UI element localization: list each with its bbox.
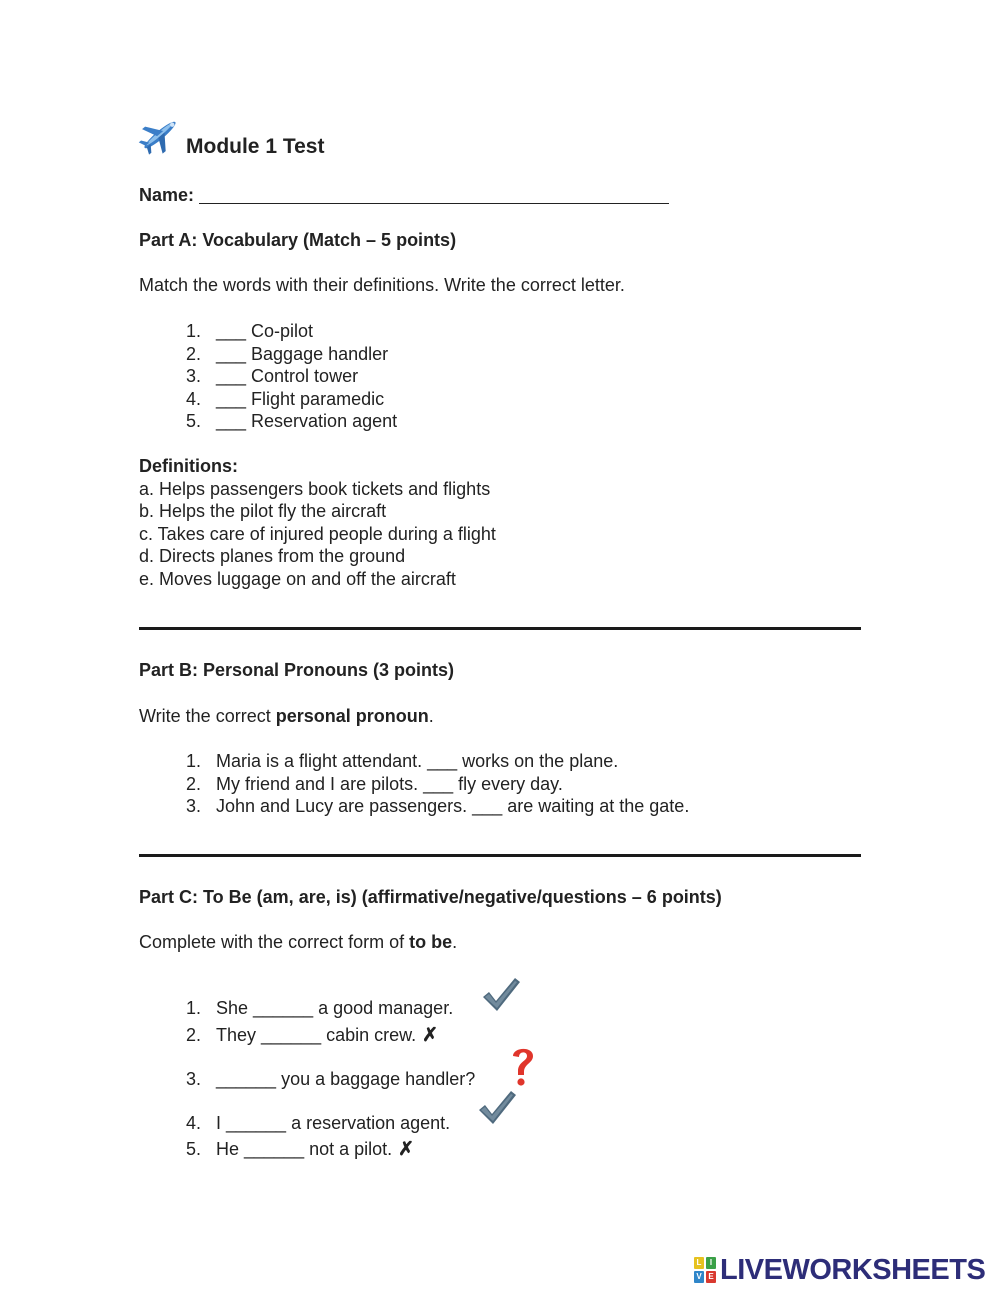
item-number: 1. [186, 321, 202, 341]
definitions-block [139, 455, 496, 591]
item-number: 2. [186, 343, 202, 364]
item-number: 3. [186, 1069, 202, 1089]
check-icon [476, 1088, 518, 1133]
question-icon [508, 1044, 538, 1093]
section-divider [139, 627, 861, 630]
list-item [186, 998, 453, 1019]
list-item [186, 750, 689, 773]
item-text[interactable]: My friend and I are pilots. ___ fly every day. [216, 773, 563, 794]
name-input-line[interactable] [199, 185, 669, 204]
item-text[interactable]: I ______ a reservation agent. [216, 1113, 451, 1133]
part-c-instruction [139, 932, 457, 953]
item-text[interactable]: ___ Control tower [216, 366, 359, 387]
logo-letter: V [694, 1271, 704, 1283]
cross-icon: ✗ [422, 1025, 439, 1046]
item-number: 4. [186, 1113, 202, 1133]
list-item [186, 773, 689, 796]
instruction-prefix: Write the correct [139, 706, 276, 726]
item-text[interactable]: ___ Co-pilot [216, 321, 314, 341]
item-text[interactable]: John and Lucy are passengers. ___ are waiting at the gate. [216, 796, 690, 817]
list-item [186, 388, 397, 411]
check-icon [480, 975, 522, 1020]
item-text[interactable]: ______ you a baggage handler? [216, 1069, 476, 1089]
item-number: 2. [186, 773, 202, 794]
name-label: Name: [139, 185, 195, 205]
logo-letter: L [694, 1257, 704, 1269]
list-item [186, 320, 397, 343]
definition-item: c. Takes care of injured people during a flight [139, 523, 496, 544]
definition-item: d. Directs planes from the ground [139, 546, 406, 567]
list-item [186, 1024, 438, 1047]
list-item [186, 795, 689, 818]
instruction-suffix: . [428, 706, 434, 726]
item-number: 5. [186, 411, 202, 432]
item-text[interactable]: They ______ cabin crew. [216, 1025, 417, 1045]
list-item [186, 1113, 450, 1134]
item-text[interactable]: She ______ a good manager. [216, 998, 454, 1018]
item-number: 1. [186, 998, 202, 1018]
item-text[interactable]: ___ Flight paramedic [216, 388, 385, 409]
section-divider [139, 854, 861, 857]
definition-item: e. Moves luggage on and off the aircraft [139, 568, 456, 589]
definition-item: b. Helps the pilot fly the aircraft [139, 501, 387, 522]
item-number: 3. [186, 366, 202, 387]
airplane-icon [138, 113, 182, 157]
list-item [186, 343, 397, 366]
item-number: 1. [186, 751, 202, 771]
instruction-bold: to be [409, 932, 453, 952]
list-item [186, 1069, 475, 1090]
list-item [186, 365, 397, 388]
logo-text: LIVEWORKSHEETS [720, 1253, 986, 1286]
definition-item: a. Helps passengers book tickets and flights [139, 478, 491, 499]
item-text[interactable]: ___ Baggage handler [216, 343, 389, 364]
cross-icon: ✗ [398, 1139, 415, 1160]
logo-letter: I [706, 1257, 716, 1269]
list-item [186, 410, 397, 433]
part-a-list [186, 320, 397, 433]
liveworksheets-logo [694, 1252, 985, 1288]
logo-blocks [694, 1257, 716, 1283]
page-title: Module 1 Test [186, 135, 325, 158]
item-number: 2. [186, 1025, 202, 1045]
logo-letter: E [706, 1271, 716, 1283]
list-item [186, 1138, 414, 1161]
item-number: 5. [186, 1139, 202, 1159]
item-text[interactable]: ___ Reservation agent [216, 411, 398, 432]
name-row [139, 185, 669, 206]
instruction-prefix: Complete with the correct form of [139, 932, 410, 952]
definitions-label: Definitions: [139, 456, 238, 476]
part-c-heading: Part C: To Be (am, are, is) (affirmative/negative/questions – 6 points) [139, 887, 722, 907]
part-b-instruction [139, 706, 434, 727]
item-number: 4. [186, 388, 202, 409]
part-b-list [186, 750, 689, 818]
item-text[interactable]: He ______ not a pilot. [216, 1139, 393, 1159]
part-a-instruction: Match the words with their definitions. Write the correct letter. [139, 275, 625, 295]
part-b-heading: Part B: Personal Pronouns (3 points) [139, 660, 455, 680]
item-number: 3. [186, 796, 202, 817]
item-text[interactable]: Maria is a flight attendant. ___ works on the plane. [216, 751, 619, 771]
instruction-bold: personal pronoun [275, 706, 429, 726]
instruction-suffix: . [452, 932, 458, 952]
part-a-heading: Part A: Vocabulary (Match – 5 points) [139, 230, 457, 250]
